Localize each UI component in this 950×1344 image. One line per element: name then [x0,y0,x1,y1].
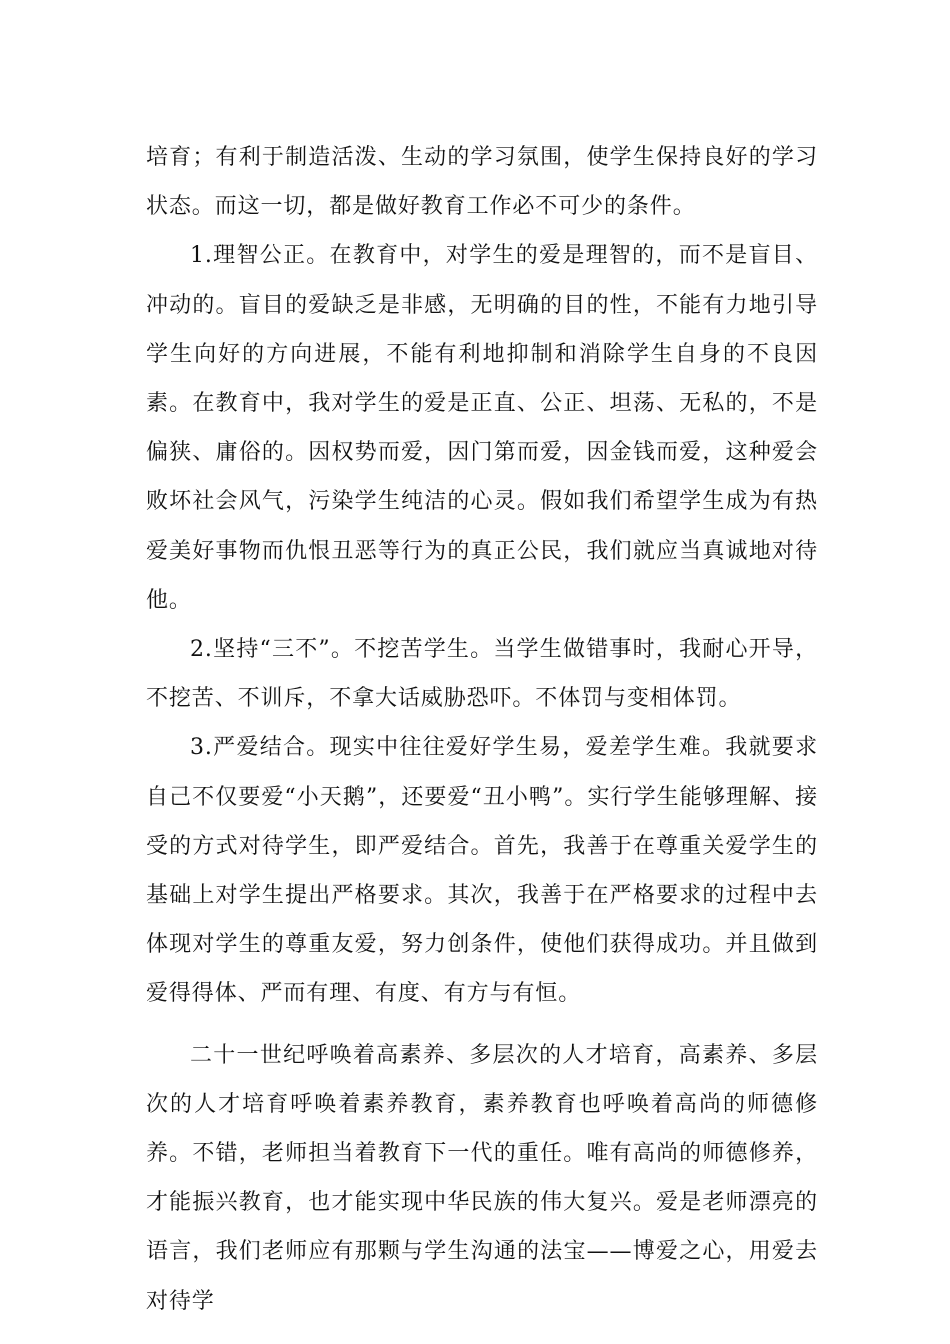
paragraph-continuation: 培育；有利于制造活泼、生动的学习氛围，使学生保持良好的学习状态。而这一切，都是做好教育工作必不可少的条件。 [146,145,818,220]
paragraph-conclusion: 二十一世纪呼唤着高素养、多层次的人才培育，高素养、多层次的人才培育呼唤着素养教育，素养教育也呼唤着高尚的师德修养。不错，老师担当着教育下一代的重任。唯有高尚的师德修养，才能振兴教育，也才能实现中华民族的伟大复兴。爱是老师漂亮的语言，我们老师应有那颗与学生沟通的法宝——博爱之心，用爱去对待学 [146,1042,818,1314]
paragraph-three-nos: 2.坚持“三不”。不挖苦学生。当学生做错事时，我耐心开导，不挖苦、不训斥，不拿大话威胁恐吓。不体罚与变相体罚。 [146,637,818,712]
paragraph-rational-fair: 1.理智公正。在教育中，对学生的爱是理智的，而不是盲目、冲动的。盲目的爱缺乏是非感，无明确的目的性，不能有力地引导学生向好的方向进展，不能有利地抑制和消除学生自身的不良因素。在教育中，我对学生的爱是正直、公正、坦荡、无私的，不是偏狭、庸俗的。因权势而爱，因门第而爱，因金钱而爱，这种爱会败坏社会风气，污染学生纯洁的心灵。假如我们希望学生成为有热爱美好事物而仇恨丑恶等行为的真正公民，我们就应当真诚地对待他。 [146,243,818,613]
paragraph-strict-love: 3.严爱结合。现实中往往爱好学生易，爱差学生难。我就要求自己不仅要爱“小天鹅”，还要爱“丑小鸭”。实行学生能够理解、接受的方式对待学生，即严爱结合。首先，我善于在尊重关爱学生的基础上对学生提出严格要求。其次，我善于在严格要求的过程中去体现对学生的尊重友爱，努力创条件，使他们获得成功。并且做到爱得得体、严而有理、有度、有方与有恒。 [146,735,818,1007]
body-text [146,133,818,1326]
